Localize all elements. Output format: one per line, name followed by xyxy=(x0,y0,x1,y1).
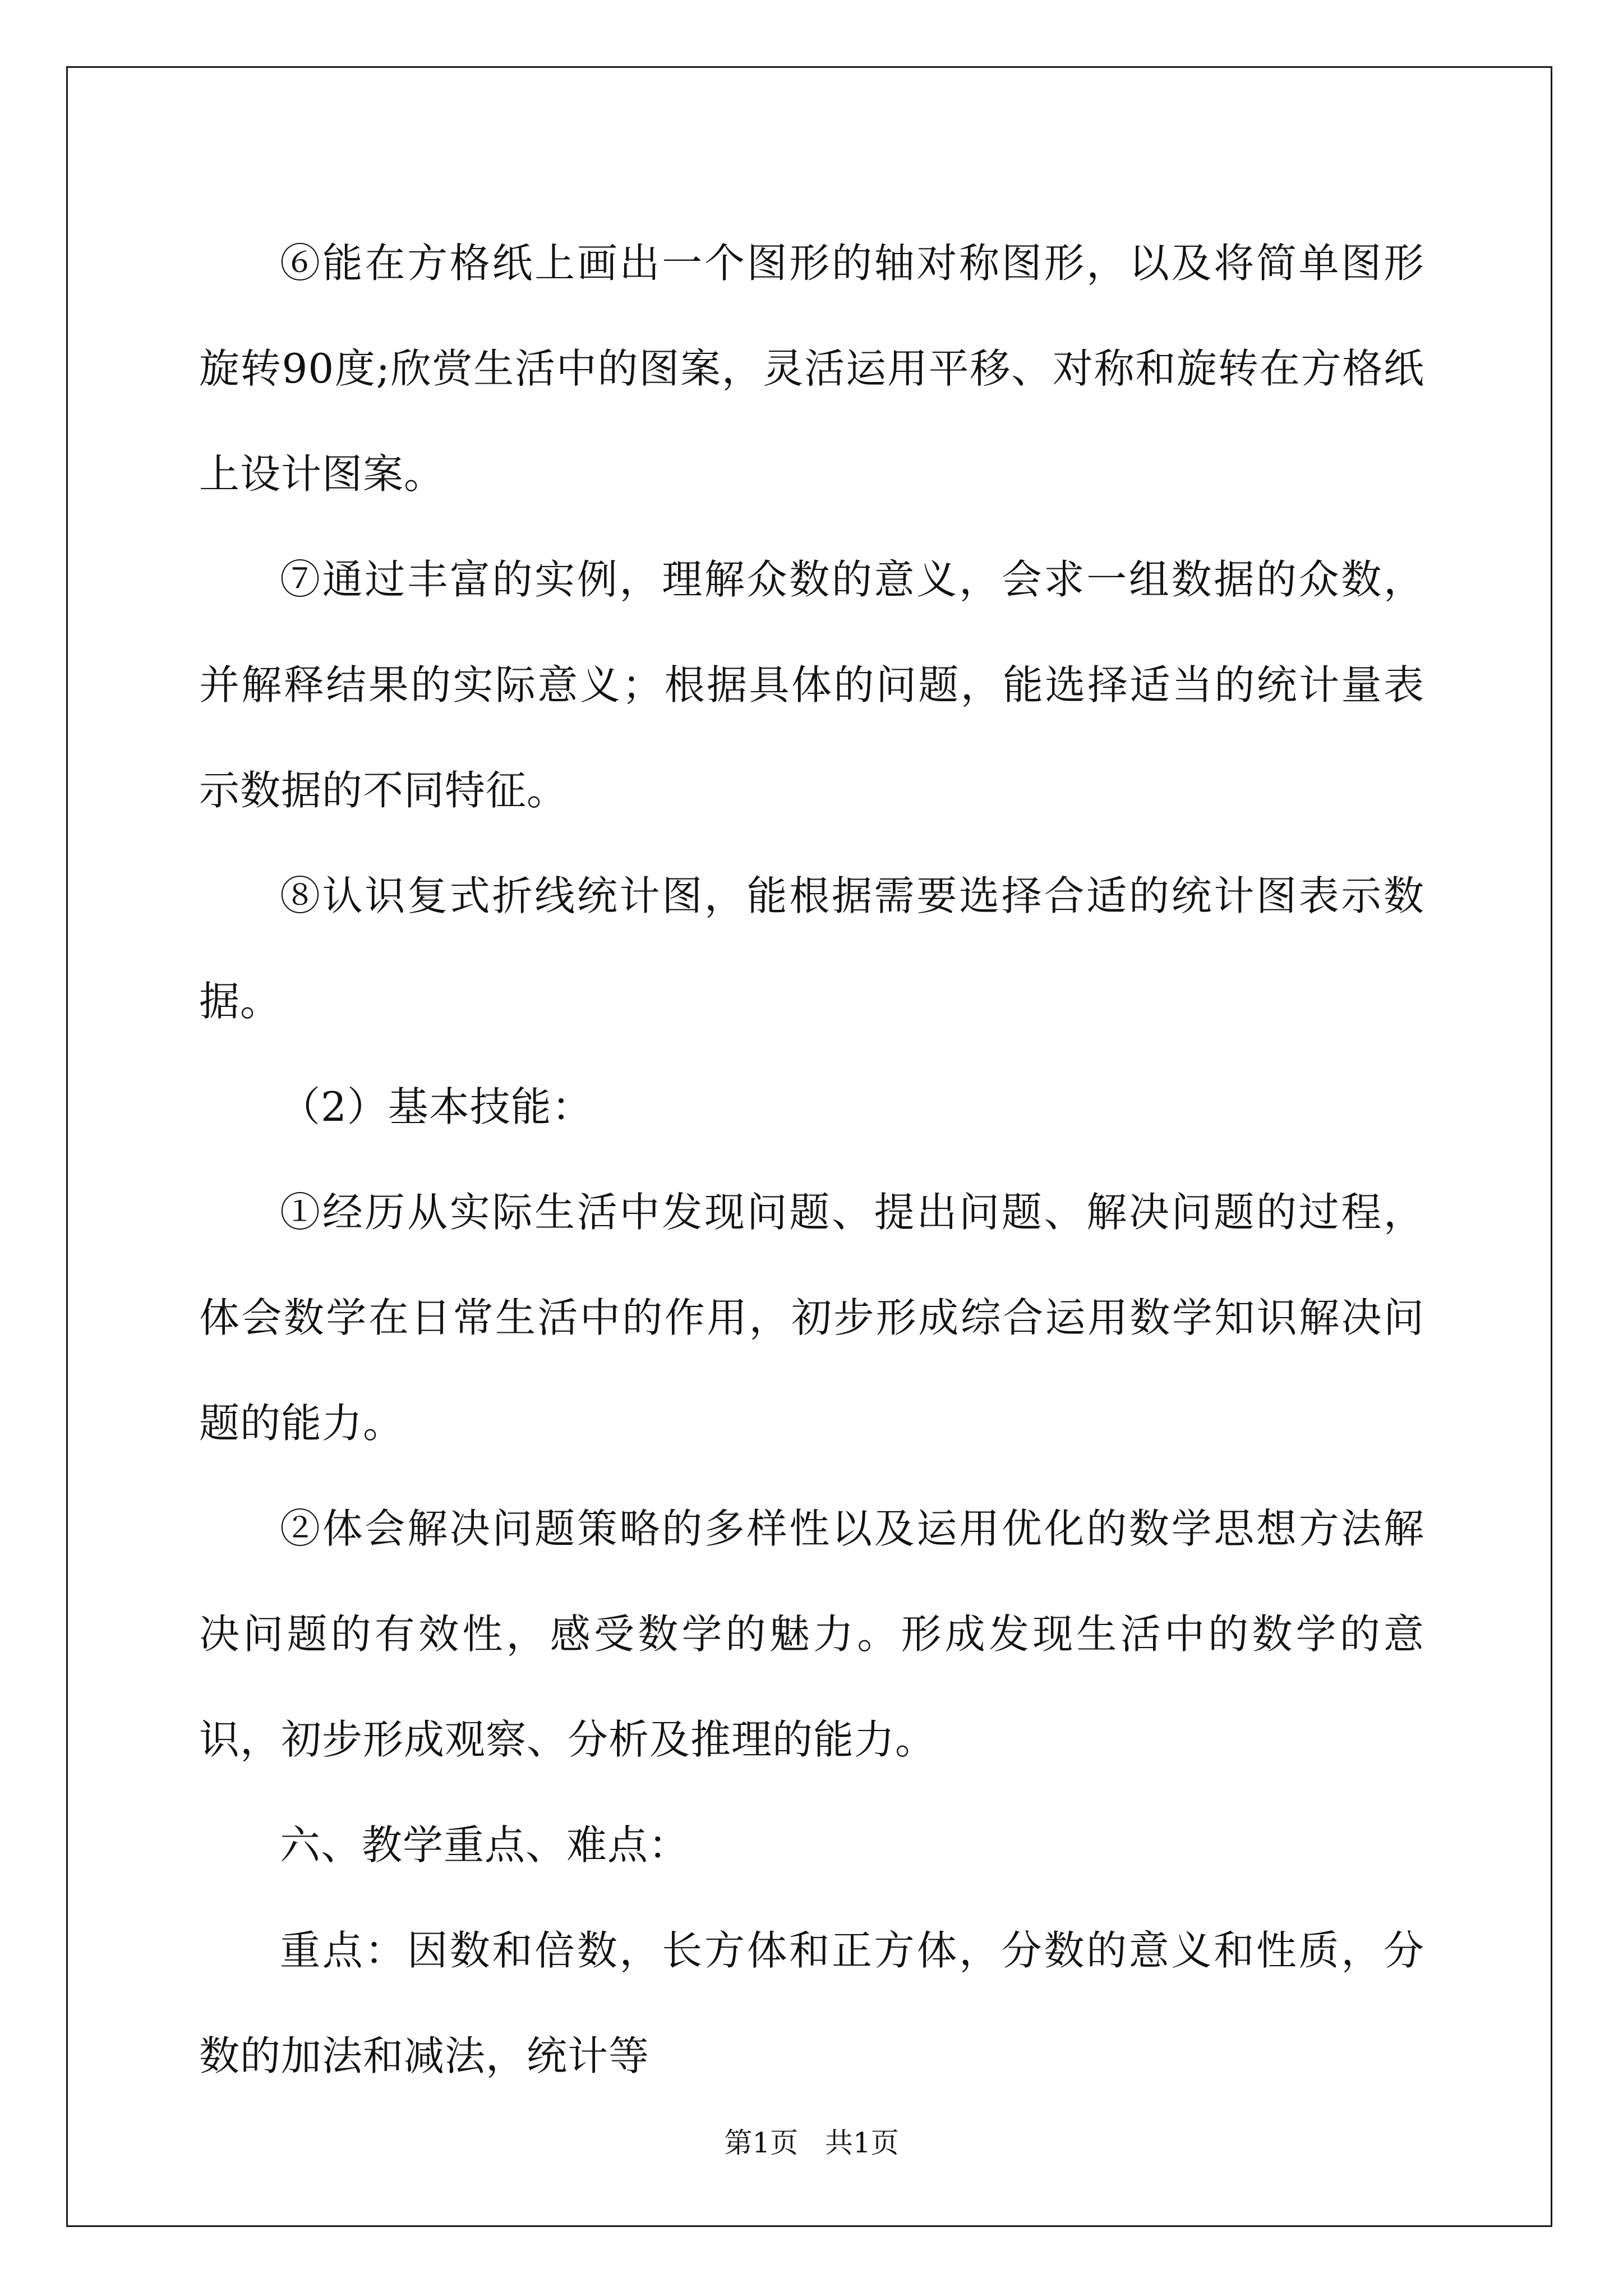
section-basic-skills-heading: （2）基本技能： xyxy=(280,1083,593,1130)
paragraph-2-strategy: ②体会解决问题策略的多样性以及运用优化的数学思想方法解决问题的有效性，感受数学的魅力。形成发现生活中的数学的意识，初步形成观察、分析及推理的能力。 xyxy=(199,1505,1424,1763)
paragraph-6-symmetry: ⑥能在方格纸上画出一个图形的轴对称图形，以及将简单图形旋转90度;欣赏生活中的图案，灵活运用平移、对称和旋转在方格纸上设计图案。 xyxy=(199,240,1424,498)
paragraph-key-points: 重点：因数和倍数，长方体和正方体，分数的意义和性质，分数的加法和减法，统计等 xyxy=(199,1927,1424,2079)
paragraph-8-line-chart: ⑧认识复式折线统计图，能根据需要选择合适的统计图表示数据。 xyxy=(199,872,1424,1025)
document-body xyxy=(199,210,1424,2109)
paragraph-7-mode: ⑦通过丰富的实例，理解众数的意义，会求一组数据的众数，并解释结果的实际意义；根据具体的问题，能选择适当的统计量表示数据的不同特征。 xyxy=(199,556,1424,814)
paragraph-1-problem-solving: ①经历从实际生活中发现问题、提出问题、解决问题的过程，体会数学在日常生活中的作用，初步形成综合运用数学知识解决问题的能力。 xyxy=(199,1189,1424,1447)
page-number-current: 第1页 xyxy=(724,2127,799,2159)
section-key-points-heading: 六、教学重点、难点： xyxy=(280,1821,690,1869)
page-number-total: 共1页 xyxy=(824,2127,899,2159)
page-footer xyxy=(0,2120,1623,2161)
